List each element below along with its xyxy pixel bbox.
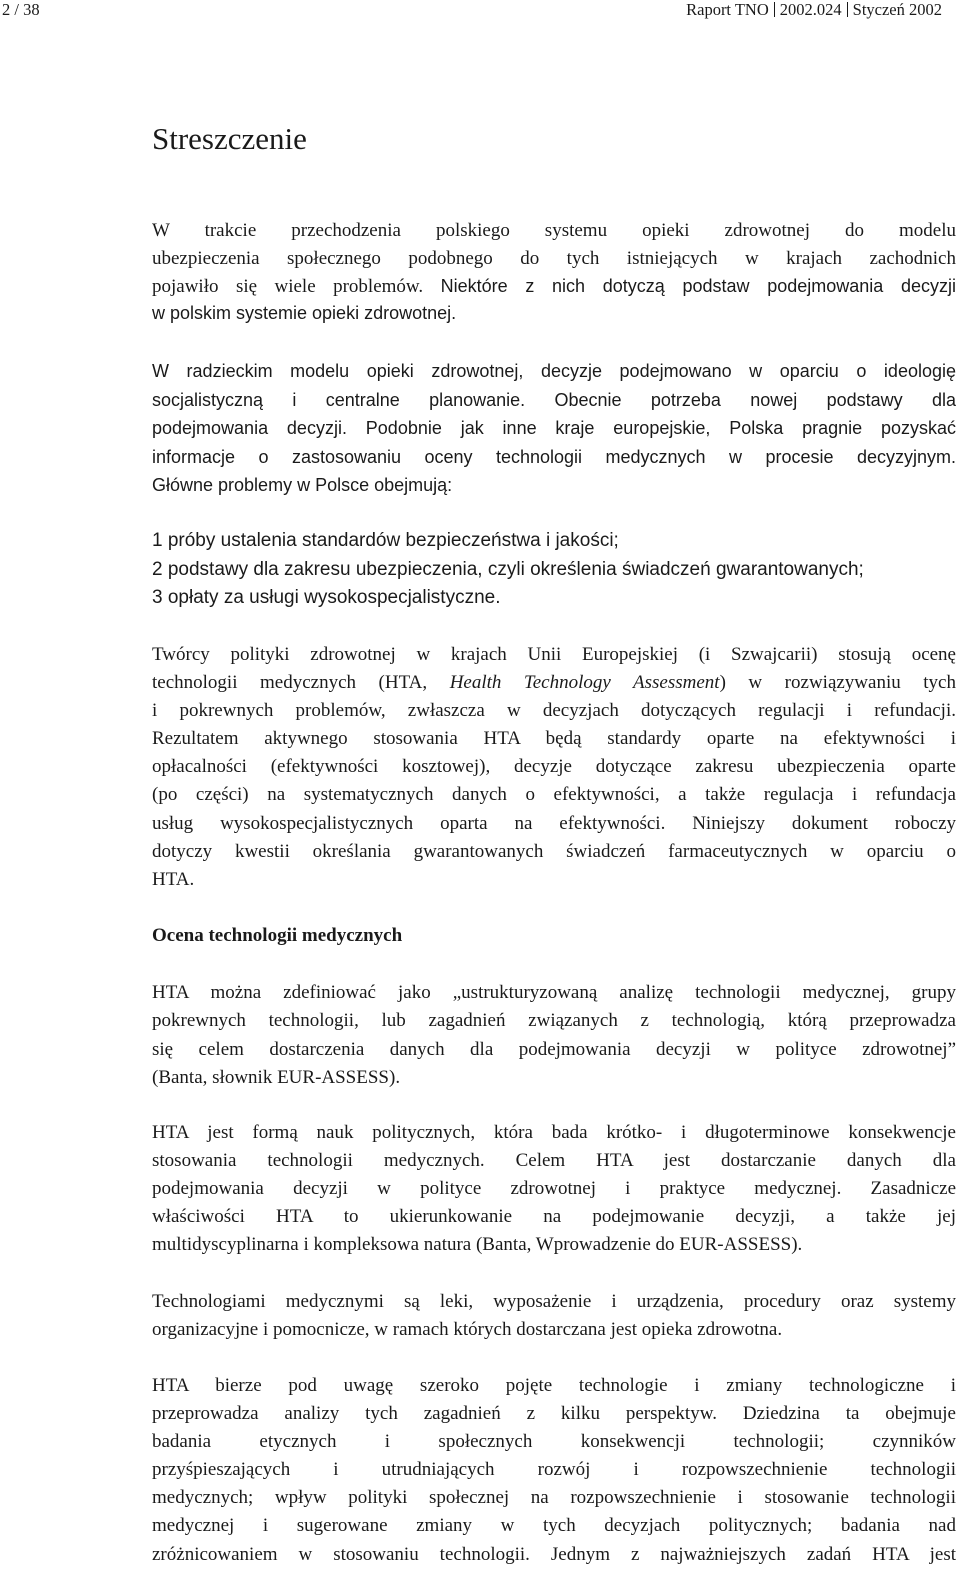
paragraph-intro (152, 217, 956, 328)
text-span: technologii medycznych (HTA, (152, 672, 450, 694)
text-line: HTA bierze pod uwagę szeroko pojęte technologie i zmiany technologiczne i (152, 1375, 956, 1396)
text-line: HTA można zdefiniować jako „ustrukturyzowaną analizę technologii medycznej, grupy (152, 982, 956, 1003)
text-line: HTA. (152, 868, 195, 890)
text-line: multidyscyplinarna i kompleksowa natura (Banta, Wprowadzenie do EUR-ASSESS). (152, 1234, 803, 1256)
text-line: W radzieckim modelu opieki zdrowotnej, decyzje podejmowano w oparciu o ideologię (152, 361, 956, 381)
separator (847, 2, 848, 17)
text-line: W trakcie przechodzenia polskiego systemu opieki zdrowotnej do modelu (152, 220, 956, 241)
paragraph-hta-form (152, 1119, 956, 1259)
text-line: Rezultatem aktywnego stosowania HTA będą standardy oparte na efektywności i (152, 728, 956, 750)
text-line: badania etycznych i społecznych konsekwencji technologii; czynników (152, 1431, 956, 1453)
text-line: medycznej i sugerowane zmiany w tych decyzjach politycznych; badania nad (152, 1515, 956, 1537)
text-line: organizacyjne i pomocnicze, w ramach których dostarczana jest opieka zdrowotna. (152, 1319, 783, 1340)
paragraph-hta-scope (152, 1372, 956, 1569)
text-line: Technologiami medycznymi są leki, wyposażenie i urządzenia, procedury oraz systemy (152, 1291, 956, 1312)
paragraph-hta-definition (152, 979, 956, 1092)
text-span: Niektóre z nich dotyczą podstaw podejmowania decyzji (440, 275, 956, 296)
text-line: Główne problemy w Polsce obejmują: (152, 475, 453, 495)
text-line: podejmowania decyzji w polityce zdrowotnej i praktyce medycznej. Zasadnicze (152, 1178, 956, 1200)
separator (774, 2, 775, 17)
text-line: (Banta, słownik EUR-ASSESS). (152, 1066, 401, 1088)
text-line: HTA jest formą nauk politycznych, która bada krótko- i długoterminowe konsekwencje (152, 1122, 956, 1143)
text-line: przeprowadza analizy tych zagadnień z kilku perspektyw. Dziedzina ta obejmuje (152, 1403, 956, 1425)
report-name: Raport TNO (686, 0, 769, 19)
text-line: pokrewnych technologii, lub zagadnień związanych z technologią, którą przeprowadza (152, 1010, 956, 1032)
text-line: ubezpieczenia społecznego podobnego do tych istniejących w krajach zachodnich (152, 247, 956, 269)
page-title: Streszczenie (152, 121, 307, 156)
text-line: właściwości HTA to ukierunkowanie na podejmowanie decyzji, a także jej (152, 1206, 956, 1228)
text-line: i pokrewnych problemów, zwłaszcza w decyzjach dotyczących regulacji i refundacji. (152, 700, 956, 722)
text-span: ) w rozwiązywaniu tych (719, 672, 956, 694)
text-line: socjalistyczną i centralne planowanie. Obecnie potrzeba nowej podstawy dla (152, 389, 956, 410)
text-line: podejmowania decyzji. Podobnie jak inne kraje europejskie, Polska pragnie pozyskać (152, 418, 956, 438)
text-line: Twórcy polityki zdrowotnej w krajach Unii Europejskiej (i Szwajcarii) stosują ocenę (152, 644, 956, 665)
text-line: stosowania technologii medycznych. Celem HTA jest dostarczanie danych dla (152, 1150, 956, 1172)
text-span-italic: Health Technology Assessment (449, 672, 720, 694)
list-item: 3 opłaty za usługi wysokospecjalistyczne. (152, 587, 501, 608)
text-line: usług wysokospecjalistycznych oparta na efektywności. Niniejszy dokument roboczy (152, 812, 956, 834)
report-code: 2002.024 (779, 0, 842, 19)
paragraph-hta-policy (152, 641, 956, 894)
page-number: 2 / 38 (2, 0, 40, 19)
section-heading: Ocena technologii medycznych (152, 925, 403, 946)
text-line: medycznych; wpływ polityki społecznej na rozpowszechnienie i stosowanie technologii (152, 1487, 956, 1509)
report-date: Styczeń 2002 (852, 0, 942, 19)
paragraph-soviet-model (152, 357, 956, 500)
text-line: w polskim systemie opieki zdrowotnej. (152, 303, 457, 324)
list-item: 1 próby ustalenia standardów bezpieczeństwa i jakości; (152, 530, 619, 551)
report-info (686, 0, 942, 20)
text-span: pojawiło się wiele problemów. (152, 275, 441, 297)
text-line: się celem dostarczenia danych dla podejmowania decyzji w polityce zdrowotnej” (152, 1038, 956, 1060)
text-line: (po części) na systematycznych danych o efektywności, a także regulacja i refundacja (152, 784, 956, 806)
text-line: opłacalności (efektywności kosztowej), decyzje dotyczące zakresu ubezpieczenia oparte (152, 756, 956, 778)
text-line: informacje o zastosowaniu oceny technologii medycznych w procesie decyzyjnym. (152, 446, 956, 467)
text-line: przyśpieszających i utrudniających rozwój i rozpowszechnienie technologii (152, 1459, 956, 1481)
text-line: dotyczy kwestii określania gwarantowanych świadczeń farmaceutycznych w oparciu o (152, 840, 956, 862)
text-line: zróżnicowaniem w stosowaniu technologii. Jednym z najważniejszych zadań HTA jest (152, 1543, 956, 1565)
list-item: 2 podstawy dla zakresu ubezpieczenia, czyli określenia świadczeń gwarantowanych; (152, 559, 864, 580)
text-line (152, 273, 956, 301)
paragraph-technologies (152, 1288, 956, 1344)
text-line (152, 669, 956, 697)
page-header (0, 0, 960, 22)
